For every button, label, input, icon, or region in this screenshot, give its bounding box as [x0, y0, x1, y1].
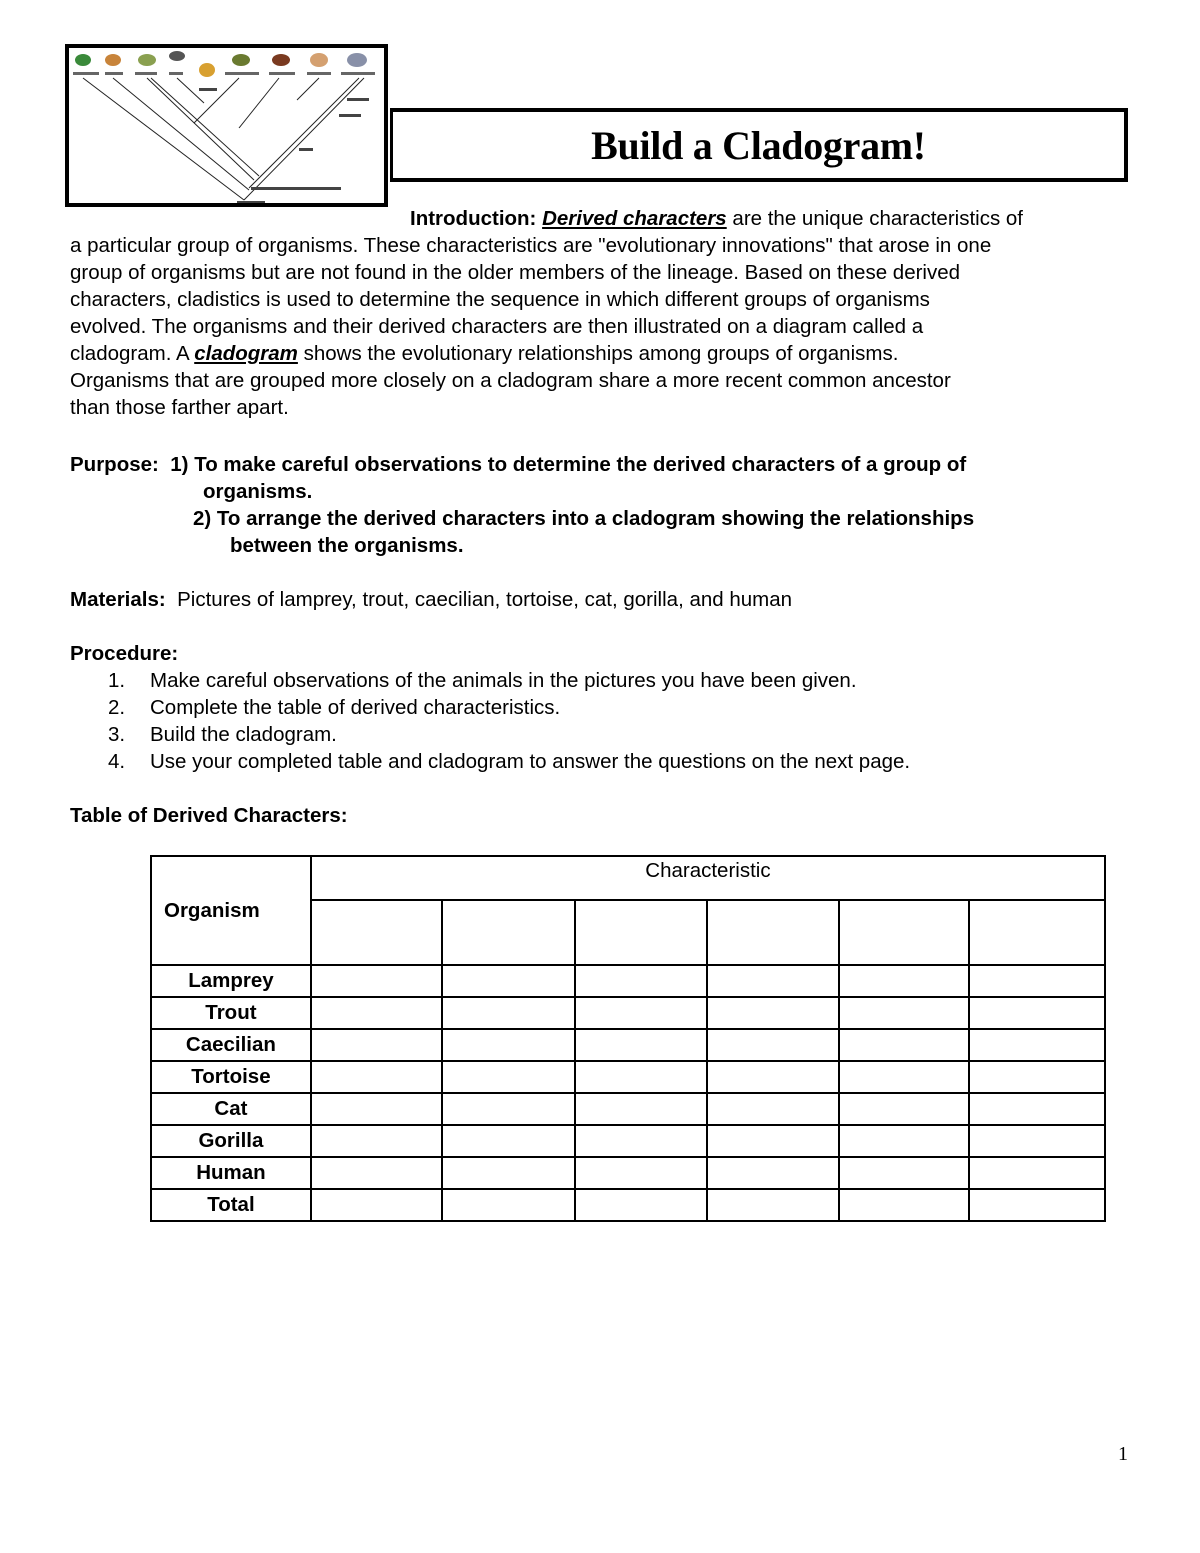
characteristic-header: Characteristic [311, 856, 1105, 900]
procedure-step [70, 748, 1140, 775]
table-cell[interactable] [969, 1029, 1105, 1061]
table-cell[interactable] [575, 1125, 707, 1157]
table-row [151, 997, 1105, 1029]
table-cell[interactable] [969, 1189, 1105, 1221]
step-number: 4. [108, 750, 126, 773]
table-title: Table of Derived Characters: [70, 804, 348, 827]
table-cell[interactable] [707, 1029, 839, 1061]
table-cell[interactable] [575, 1189, 707, 1221]
table-cell[interactable] [839, 1125, 970, 1157]
intro-line-3: group of organisms but are not found in the older members of the lineage. Based on these derived [70, 261, 961, 284]
table-cell[interactable] [707, 1125, 839, 1157]
cladogram-illustration [65, 44, 388, 207]
table-cell[interactable] [839, 1093, 970, 1125]
table-cell[interactable] [707, 1093, 839, 1125]
procedure-step [70, 667, 1140, 694]
term-cladogram: cladogram [194, 342, 298, 365]
purpose-label: Purpose: [70, 453, 159, 476]
cladogram-diagram-icon [69, 48, 384, 203]
table-cell[interactable] [311, 1125, 442, 1157]
table-cell[interactable] [839, 965, 970, 997]
table-cell[interactable] [311, 997, 442, 1029]
table-cell[interactable] [969, 1093, 1105, 1125]
table-cell[interactable] [575, 997, 707, 1029]
intro-text-6a: cladogram. A [70, 342, 195, 365]
characteristic-cell[interactable] [707, 900, 839, 965]
table-cell[interactable] [442, 1061, 576, 1093]
table-cell[interactable] [969, 1125, 1105, 1157]
table-cell[interactable] [311, 1029, 442, 1061]
table-row [151, 1189, 1105, 1221]
intro-line-4: characters, cladistics is used to determine the sequence in which different groups of organisms [70, 288, 930, 311]
table-cell[interactable] [311, 1157, 442, 1189]
term-derived-characters: Derived characters [542, 207, 727, 230]
step-text: Make careful observations of the animals in the pictures you have been given. [150, 669, 857, 692]
title-box [390, 108, 1128, 182]
procedure-list [70, 667, 1140, 775]
intro-line-7: Organisms that are grouped more closely on a cladogram share a more recent common ancestor [70, 369, 951, 392]
table-cell[interactable] [442, 1093, 576, 1125]
intro-line-1 [70, 205, 1140, 232]
table-cell[interactable] [575, 1157, 707, 1189]
table-cell[interactable] [839, 1157, 970, 1189]
page-number: 1 [1118, 1443, 1128, 1465]
organism-header: Organism [151, 856, 311, 965]
table-cell[interactable] [707, 1157, 839, 1189]
organism-name: Lamprey [151, 965, 311, 997]
organism-name: Cat [151, 1093, 311, 1125]
intro-text-6b: shows the evolutionary relationships among groups of organisms. [297, 342, 899, 365]
table-cell[interactable] [839, 997, 970, 1029]
table-cell[interactable] [839, 1189, 970, 1221]
table-cell[interactable] [442, 965, 576, 997]
table-cell[interactable] [575, 1061, 707, 1093]
table-cell[interactable] [311, 1093, 442, 1125]
table-cell[interactable] [969, 997, 1105, 1029]
step-number: 3. [108, 723, 126, 746]
materials-text: Pictures of lamprey, trout, caecilian, tortoise, cat, gorilla, and human [177, 588, 793, 611]
introduction-paragraph [70, 205, 1140, 421]
table-cell[interactable] [311, 965, 442, 997]
table-cell[interactable] [442, 1189, 576, 1221]
organism-name: Total [151, 1189, 311, 1221]
table-cell[interactable] [442, 997, 576, 1029]
materials-section [70, 586, 1140, 613]
page-title: Build a Cladogram! [591, 122, 926, 168]
procedure-step [70, 721, 1140, 748]
organism-name: Caecilian [151, 1029, 311, 1061]
table-row [151, 1061, 1105, 1093]
purpose-section [70, 451, 1140, 559]
table-cell[interactable] [442, 1157, 576, 1189]
intro-text-1: are the unique characteristics of [726, 207, 1023, 230]
derived-characters-table [150, 855, 1106, 1222]
step-text: Use your completed table and cladogram to answer the questions on the next page. [150, 750, 911, 773]
step-number: 1. [108, 669, 126, 692]
intro-line-5: evolved. The organisms and their derived characters are then illustrated on a diagram called a [70, 315, 924, 338]
procedure-step [70, 694, 1140, 721]
table-cell[interactable] [969, 1157, 1105, 1189]
characteristic-cell[interactable] [442, 900, 576, 965]
purpose-item-1: 1) To make careful observations to determine the derived characters of a group of [170, 453, 967, 476]
table-cell[interactable] [969, 965, 1105, 997]
materials-label: Materials: [70, 588, 166, 611]
purpose-item-1-cont: organisms. [203, 480, 313, 503]
purpose-line-1 [70, 451, 1140, 478]
table-row [151, 1157, 1105, 1189]
table-cell[interactable] [839, 1061, 970, 1093]
table-cell[interactable] [707, 965, 839, 997]
table-header-row [151, 856, 1105, 900]
purpose-item-2-cont: between the organisms. [230, 534, 464, 557]
table-cell[interactable] [442, 1125, 576, 1157]
table-cell[interactable] [311, 1061, 442, 1093]
characteristic-cell[interactable] [969, 900, 1105, 965]
step-text: Complete the table of derived characteristics. [150, 696, 561, 719]
intro-line-2: a particular group of organisms. These characteristics are "evolutionary innovations" that arose in one [70, 234, 992, 257]
purpose-item-2: 2) To arrange the derived characters into a cladogram showing the relationships [193, 507, 975, 530]
table-cell[interactable] [707, 997, 839, 1029]
table-cell[interactable] [969, 1061, 1105, 1093]
table-cell[interactable] [575, 965, 707, 997]
organism-name: Trout [151, 997, 311, 1029]
table-cell[interactable] [575, 1029, 707, 1061]
organism-name: Human [151, 1157, 311, 1189]
intro-line-6 [70, 340, 1140, 367]
table-row [151, 965, 1105, 997]
organism-name: Gorilla [151, 1125, 311, 1157]
characteristic-cell[interactable] [311, 900, 442, 965]
table-cell[interactable] [311, 1189, 442, 1221]
table-cell[interactable] [707, 1189, 839, 1221]
organism-name: Tortoise [151, 1061, 311, 1093]
intro-line-8: than those farther apart. [70, 396, 289, 419]
intro-label: Introduction: [410, 207, 537, 230]
procedure-section [70, 640, 1140, 775]
step-text: Build the cladogram. [150, 723, 337, 746]
table-cell[interactable] [442, 1029, 576, 1061]
table-row [151, 1093, 1105, 1125]
table-cell[interactable] [839, 1029, 970, 1061]
table-row [151, 1125, 1105, 1157]
table-cell[interactable] [707, 1061, 839, 1093]
characteristic-cell[interactable] [575, 900, 707, 965]
procedure-label: Procedure: [70, 642, 179, 665]
table-row [151, 1029, 1105, 1061]
characteristic-cell[interactable] [839, 900, 970, 965]
table-cell[interactable] [575, 1093, 707, 1125]
step-number: 2. [108, 696, 126, 719]
